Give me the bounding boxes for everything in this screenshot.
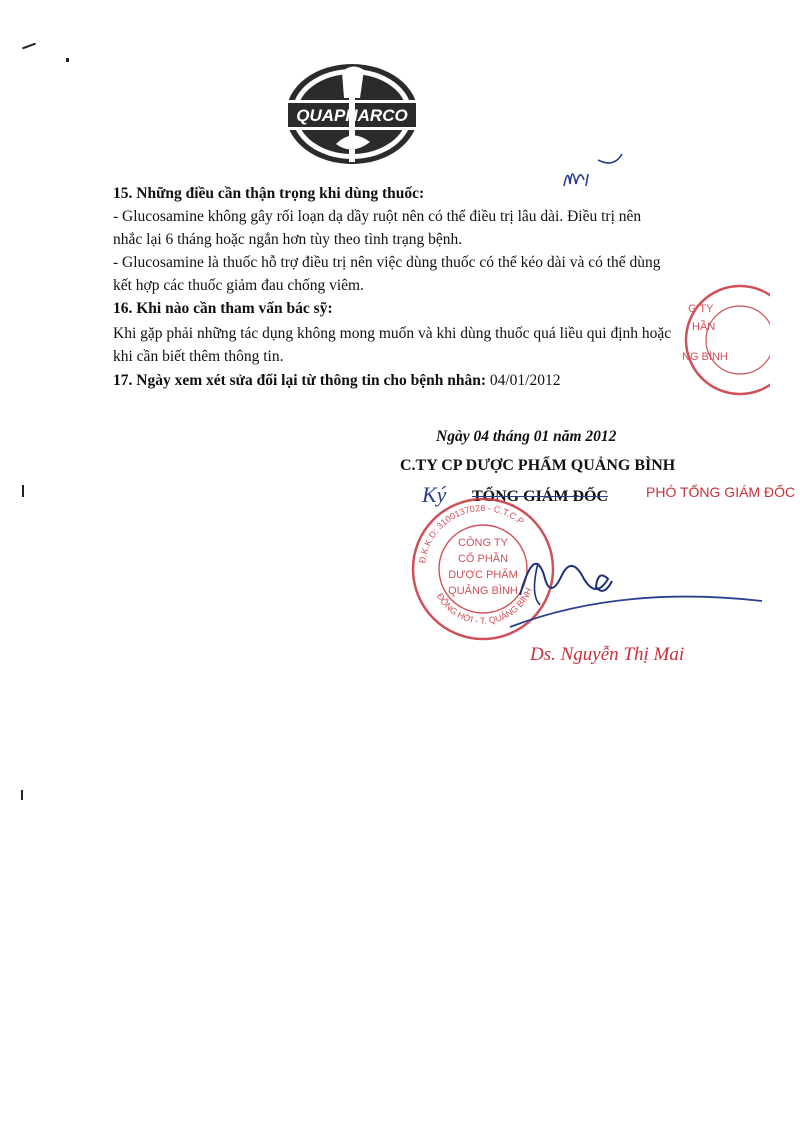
partial-stamp: [660, 282, 770, 400]
partial-stamp-line-1: G TY: [688, 303, 714, 315]
stamp-ring-bottom: ĐỒNG HỚI - T. QUẢNG BÌNH: [434, 586, 534, 626]
stamp-title: PHÓ TỔNG GIÁM ĐỐC: [646, 484, 796, 500]
section-15-line-1: - Glucosamine không gây rối loạn dạ dầy ruột nên có thể điều trị lâu dài. Điều trị nên: [113, 208, 642, 225]
scan-mark: [21, 790, 23, 800]
stamp-line-3: DƯỢC PHẨM: [448, 569, 518, 581]
section-17: [113, 369, 561, 392]
stamp-line-1: CÔNG TY: [458, 537, 508, 549]
scan-mark: [66, 58, 69, 62]
partial-stamp-line-2: HẦN: [692, 321, 716, 333]
section-17-date: 04/01/2012: [489, 372, 561, 389]
stamp-ring-top: Đ.K.K.D: 3100137028 - C.T.C.P: [417, 502, 526, 564]
company-logo: [282, 58, 422, 170]
stamp-line-2: CỔ PHẦN: [457, 553, 509, 565]
stamp-line-4: QUẢNG BÌNH: [448, 585, 518, 597]
signature-date: Ngày 04 tháng 01 năm 2012: [436, 428, 617, 445]
section-15-heading: 15. Những điều cần thận trọng khi dùng thuốc:: [113, 185, 425, 202]
section-16-heading: 16. Khi nào cần tham vấn bác sỹ:: [113, 300, 333, 317]
signature-company: C.TY CP DƯỢC PHẨM QUẢNG BÌNH: [400, 457, 676, 474]
section-17-heading: 17. Ngày xem xét sửa đổi lại từ thông tin cho bệnh nhân:: [113, 372, 486, 389]
handwritten-initial: [558, 150, 628, 196]
scan-mark: [22, 43, 36, 50]
section-16-line-1: Khi gặp phải những tác dụng không mong muốn và khi dùng thuốc quá liều qui định hoặc: [113, 325, 672, 342]
section-16-line-2: khi cần biết thêm thông tin.: [113, 348, 284, 365]
signature-title: TỔNG GIÁM ĐỐC: [472, 488, 608, 505]
signer-name: Ds. Nguyễn Thị Mai: [530, 644, 685, 665]
logo-text: QUAPHARCO: [296, 106, 408, 125]
scan-mark: [22, 485, 24, 497]
section-15-line-2: nhắc lại 6 tháng hoặc ngắn hơn tùy theo tình trạng bệnh.: [113, 231, 463, 248]
section-15-line-3: - Glucosamine là thuốc hỗ trợ điều trị nên việc dùng thuốc có thể kéo dài và có thể dùng: [113, 254, 661, 271]
partial-stamp-line-3: NG BÌNH: [682, 351, 728, 363]
handwritten-signature: [500, 535, 770, 635]
section-15-line-4: kết hợp các thuốc giảm đau chống viêm.: [113, 277, 364, 294]
signature-prefix: Ký: [422, 482, 447, 507]
